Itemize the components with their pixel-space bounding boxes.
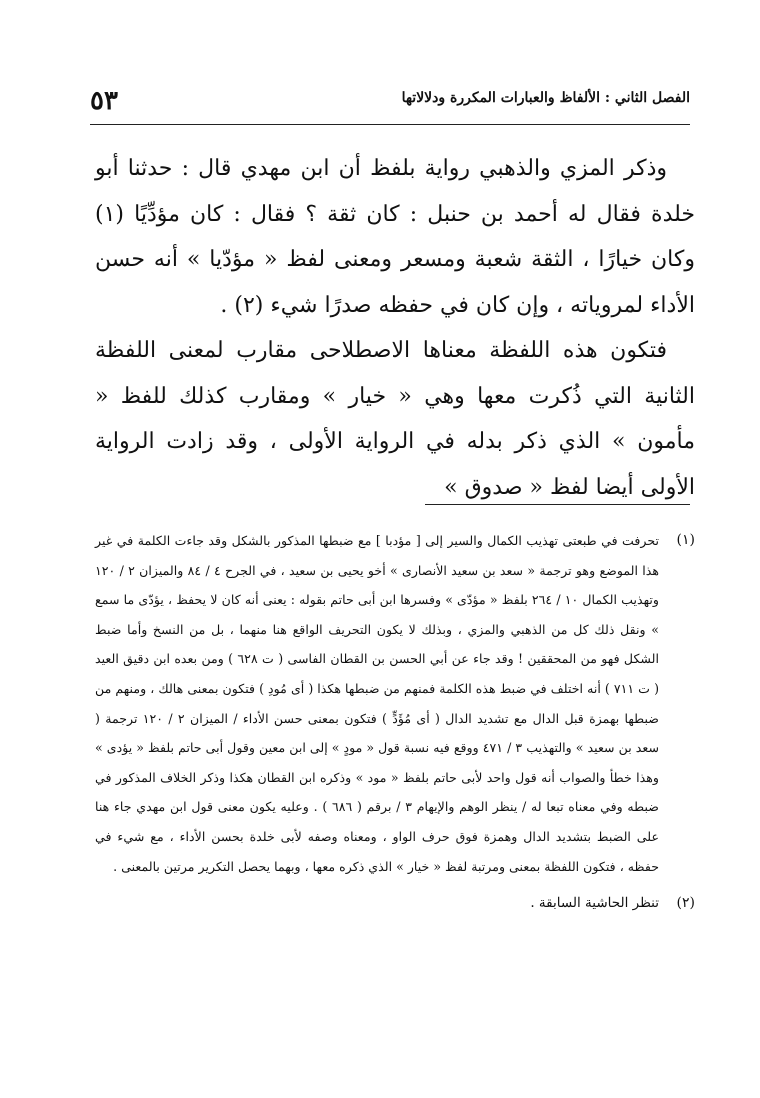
footnote-text: تنظر الحاشية السابقة . <box>530 895 659 912</box>
page-number: ٥٣ <box>90 86 118 116</box>
footnote-text: تحرفت في طبعتى تهذيب الكمال والسير إلى [ مؤدبا ] مع ضبطها المذكور بالشكل وقد جاءت الكلمة في غير هذا الموضع وهو ترجمة « سعد بن سعيد الأنصارى » أخو يحيى بن سعيد ، في الجرح ٤ / ٨٤ والميزان ٢ / ١٢٠ وتهذيب الكمال ١٠ / ٢٦٤ بلفظ « مؤدّى » وفسرها ابن أبى حاتم بقوله : يعنى أنه كان لا يحفظ ، يؤدّى ما سمع » ونقل ذلك كل من الذهبي والمزي ، وبذلك لا يكون التحريف الواقع هنا منهما ، بل من النسخ وأما ضبط الشكل فهو من المحققين ! وقد جاء عن أبي الحسن بن القطان الفاسى ( ت ٦٢٨ ) ومن بعده ابن دقيق العيد ( ت ٧١١ ) أنه اختلف في ضبط هذه الكلمة فمنهم من ضبطها هكذا ( أى مُودِ ) فتكون بمعنى هالك ، ومنهم من ضبطها بهمزة قبل الدال مع تشديد الدال ( أى مُؤَدٍّ ) فتكون بمعنى حسن الأداء / الميزان ٢ / ١٢٠ ترجمة ( سعد بن سعيد » والتهذيب ٣ / ٤٧١ ووقع فيه نسبة قول « مودٍ » إلى ابن معين وقول أبى حاتم بلفظ « يؤدى » وهذا خطأ والصواب أنه قول واحد لأبى حاتم بلفظ « مود » وذكره ابن القطان هكذا وذكر الخلاف المذكور في ضبطه وفي معناه تبعا له / ينظر الوهم والإيهام ٣ / برقم ( ٦٨٦ ) . وعليه يكون معنى قول ابن مهدي جاء هنا على الضبط بتشديد الدال وهمزة فوق حرف الواو ، ومعناه وصفه لأبى خلدة بحسن الأداء ، مع شيء في حفظه ، فتكون اللفظة بمعنى ومرتبة لفظ « خيار » الذي ذكره معها ، وبهما يحصل التكرير مرتين بالمعنى . <box>95 533 660 874</box>
running-header <box>90 80 690 120</box>
chapter-title: الفصل الثاني : الألفاظ والعبارات المكررة ودلالاتها <box>401 90 690 106</box>
footnote-divider <box>425 504 690 505</box>
footnotes <box>95 526 695 919</box>
footnote-marker: (١) <box>676 532 695 548</box>
footnote-2 <box>95 889 695 919</box>
paragraph: وذكر المزي والذهبي رواية بلفظ أن ابن مهدي قال : حدثنا أبو خلدة فقال له أحمد بن حنبل : كان ثقة ؟ فقال : كان مؤدِّيًا (١) وكان خيارًا ، الثقة شعبة ومسعر ومعنى لفظ « مؤدّيا » أنه حسن الأداء لمروياته ، وإن كان في حفظه صدرًا شيء (٢) . <box>95 156 695 318</box>
footnote-1 <box>95 526 695 881</box>
footnote-marker: (٢) <box>676 895 695 912</box>
main-text <box>95 146 695 510</box>
header-divider <box>90 124 690 125</box>
paragraph: فتكون هذه اللفظة معناها الاصطلاحى مقارب لمعنى اللفظة الثانية التي ذُكرت معها وهي « خيار » ومقارب كذلك للفظ « مأمون » الذي ذكر بدله في الرواية الأولى ، وقد زادت الرواية الأولى أيضا لفظ « صدوق » <box>95 338 695 500</box>
